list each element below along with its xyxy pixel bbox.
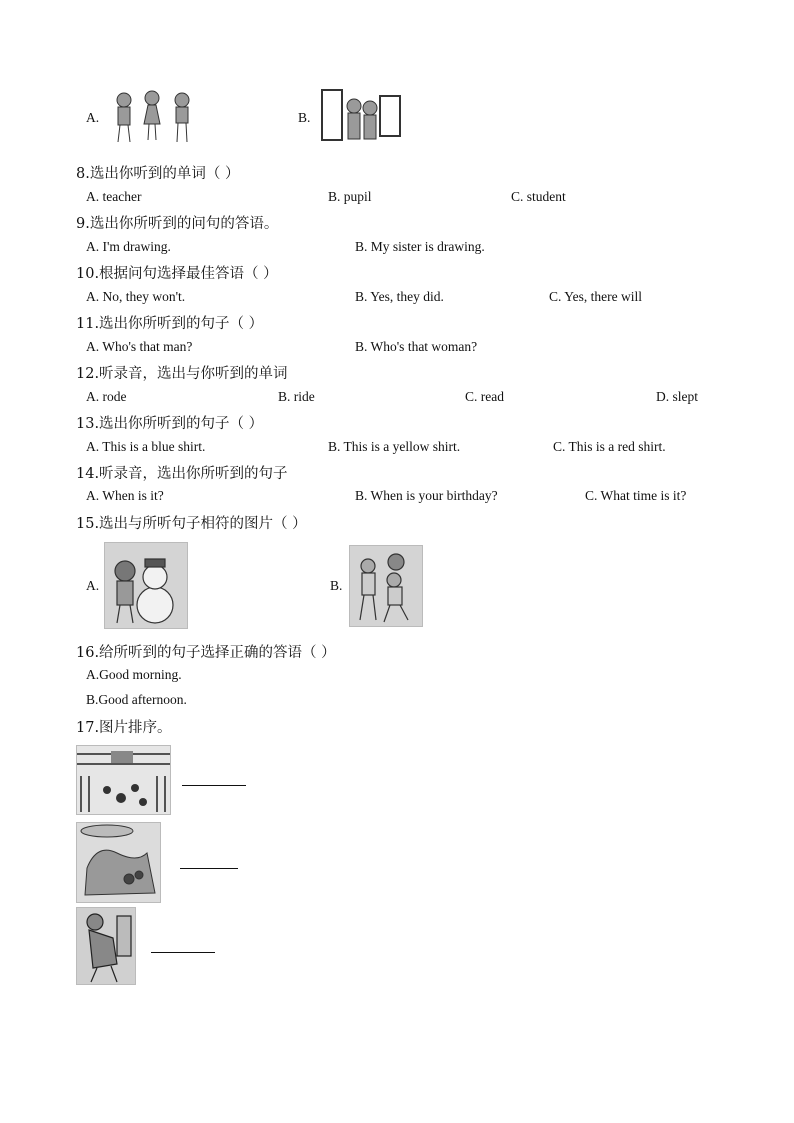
q14-option-b[interactable]: B. When is your birthday? [355, 488, 498, 503]
q9-option-a[interactable]: A. I'm drawing. [86, 239, 171, 254]
q17-answer-blank-2[interactable] [180, 868, 238, 869]
q13-question: 13.选出你所听到的句子（ ） [76, 416, 264, 432]
q12-option-d[interactable]: D. slept [656, 389, 698, 404]
q13-option-a[interactable]: A. This is a blue shirt. [86, 439, 206, 454]
q11-question: 11.选出你所听到的句子（ ） [76, 316, 264, 332]
q15-question: 15.选出与所听句子相符的图片（ ） [76, 516, 307, 532]
q11-option-a[interactable]: A. Who's that man? [86, 339, 193, 354]
q7-picture-b-kids-at-window[interactable] [320, 86, 402, 146]
q10-question: 10.根据问句选择最佳答语（ ） [76, 266, 278, 282]
q13-option-b[interactable]: B. This is a yellow shirt. [328, 439, 461, 454]
q17-answer-blank-3[interactable] [151, 952, 215, 953]
q14-option-a[interactable]: A. When is it? [86, 488, 164, 503]
q7-option-a-label[interactable]: A. [86, 110, 100, 125]
q7-option-b-label[interactable]: B. [298, 110, 311, 125]
q8-option-a[interactable]: A. teacher [86, 189, 142, 204]
q12-option-b[interactable]: B. ride [278, 389, 315, 404]
q15-option-a-label[interactable]: A. [86, 578, 100, 593]
q12-question: 12.听录音，选出与你听到的单词 [76, 366, 288, 382]
q8-option-c[interactable]: C. student [511, 189, 566, 204]
q16-question: 16.给所听到的句子选择正确的答语（ ） [76, 645, 336, 661]
q17-picture-3 [76, 907, 136, 985]
q8-option-b[interactable]: B. pupil [328, 189, 372, 204]
q17-picture-1 [76, 745, 171, 815]
q16-option-a[interactable]: A.Good morning. [86, 667, 182, 682]
q14-option-c[interactable]: C. What time is it? [585, 488, 687, 503]
q15-option-b-label[interactable]: B. [330, 578, 343, 593]
q10-option-b[interactable]: B. Yes, they did. [355, 289, 444, 304]
q8-question: 8.选出你听到的单词（ ） [76, 166, 240, 182]
q12-option-c[interactable]: C. read [465, 389, 504, 404]
q17-question: 17.图片排序。 [76, 720, 172, 736]
q9-option-b[interactable]: B. My sister is drawing. [355, 239, 485, 254]
q12-option-a[interactable]: A. rode [86, 389, 127, 404]
q15-picture-b-playing-basketball[interactable] [349, 545, 423, 627]
q11-option-b[interactable]: B. Who's that woman? [355, 339, 478, 354]
q14-question: 14.听录音，选出你所听到的句子 [76, 466, 288, 482]
q9-question: 9.选出你所听到的问句的答语。 [76, 216, 279, 232]
q10-option-c[interactable]: C. Yes, there will [549, 289, 643, 304]
q17-answer-blank-1[interactable] [182, 785, 246, 786]
q13-option-c[interactable]: C. This is a red shirt. [553, 439, 666, 454]
q15-picture-a-building-snowman[interactable] [104, 542, 188, 629]
q10-option-a[interactable]: A. No, they won't. [86, 289, 186, 304]
q16-option-b[interactable]: B.Good afternoon. [86, 692, 187, 707]
q17-picture-2 [76, 822, 161, 903]
q7-picture-a-three-kids[interactable] [108, 88, 200, 144]
